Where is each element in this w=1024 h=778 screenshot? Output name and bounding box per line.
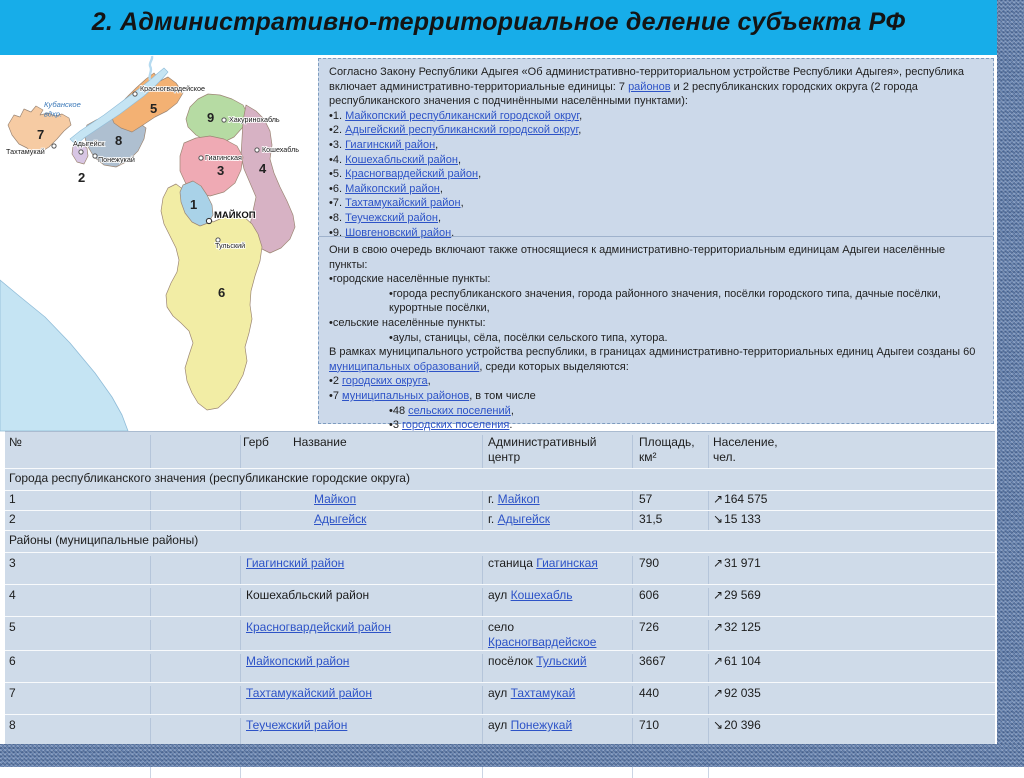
trend-down-icon: ↘: [713, 718, 724, 732]
trend-up-icon: ↗: [713, 492, 724, 506]
info-line: [329, 345, 981, 374]
text-span: Кошехабльский район: [246, 588, 370, 602]
info-line: [329, 211, 981, 226]
info-line: [329, 374, 981, 389]
capital-label: МАЙКОП: [214, 210, 256, 221]
region-number-9: 9: [207, 110, 215, 125]
title-band: [0, 0, 997, 55]
text-link[interactable]: Красногвардейский район: [246, 620, 392, 634]
text-link[interactable]: Майкопский район: [246, 654, 350, 668]
text-span: ,: [435, 138, 439, 151]
city-dot: [93, 154, 97, 158]
city-label: Гиагинская: [205, 153, 242, 162]
text-span: ,: [439, 182, 443, 195]
population-value: 31 971: [724, 556, 761, 570]
cell-population: [708, 620, 995, 650]
text-link[interactable]: Кошехабльский район: [345, 153, 458, 166]
header-area: Площадь, км²: [632, 435, 708, 468]
table-row: [5, 552, 995, 584]
text-span: •9.: [329, 226, 346, 239]
cell-population: [708, 588, 995, 616]
info-line: [329, 109, 981, 124]
trend-up-icon: ↗: [713, 654, 724, 668]
cell-admin-center: [482, 718, 632, 746]
text-span: •2.: [329, 124, 346, 137]
text-link[interactable]: Адыгейский республиканский городской округ: [345, 124, 579, 137]
text-span: и 2 республиканских городских округа (2 города республиканского значения с подчинёнными населёнными пунктами):: [329, 80, 918, 108]
cell-area: 440: [632, 686, 708, 714]
text-span: В рамках муниципального устройства республики, в границах административно-территориальных единиц Адыгеи созданы 60: [329, 346, 976, 359]
cell-area: 3667: [632, 654, 708, 682]
text-span: •6.: [329, 182, 346, 195]
text-span: •4.: [329, 153, 346, 166]
text-link[interactable]: Теучежский район: [345, 211, 439, 224]
info-block-settlements: [319, 237, 993, 432]
text-span: .: [509, 419, 513, 432]
info-panel: [318, 58, 994, 432]
info-line: [329, 389, 981, 404]
city-dot: [52, 144, 56, 148]
text-span: Они в свою очередь включают также относящиеся к административно-территориальным единицам Адыгеи населённые пункты:: [329, 244, 946, 271]
cell-population: [708, 686, 995, 714]
text-link[interactable]: городских округа: [342, 375, 428, 388]
cell-coat-of-arms: [150, 620, 240, 650]
text-span: •48: [389, 404, 409, 417]
city-dot: [255, 148, 259, 152]
text-span: •3: [389, 419, 403, 432]
city-label: Хакуринохабль: [229, 115, 280, 124]
info-line: [329, 65, 981, 109]
city-label: Адыгейск: [73, 139, 105, 148]
cell-num: 2: [9, 512, 16, 526]
region-number-1: 1: [190, 197, 198, 212]
sea-area: [0, 280, 128, 431]
text-link[interactable]: городских поселения: [402, 419, 510, 432]
trend-down-icon: ↘: [713, 512, 724, 526]
cell-population: [708, 654, 995, 682]
text-link[interactable]: Теучежский район: [246, 718, 348, 732]
cell-name: [240, 686, 482, 714]
city-label: Кошехабль: [262, 145, 300, 154]
text-span: , среди которых выделяются:: [479, 360, 629, 373]
cell-coat-of-arms: [150, 556, 240, 584]
cell-num: 3: [9, 556, 16, 570]
info-line: [329, 196, 981, 211]
cell-coat-of-arms: [150, 686, 240, 714]
header-admin-center: Административный центр: [482, 435, 632, 468]
cell-coat-of-arms: [150, 491, 240, 510]
population-value: 15 133: [724, 512, 761, 526]
cell-num: 5: [9, 620, 16, 634]
text-span: аул: [488, 686, 511, 700]
text-span: ,: [478, 168, 482, 181]
text-link[interactable]: муниципальных районов: [342, 389, 470, 402]
cell-population: [708, 511, 995, 530]
background-texture-bottom: [0, 744, 1024, 767]
cell-name: [240, 588, 482, 616]
text-span: Согласно Закону Республики Адыгея «Об административно-территориальном устройстве Республики Адыгея», республика включает административно-территориальные единицы: 7: [329, 66, 965, 93]
background-texture-right: [997, 0, 1024, 767]
text-link[interactable]: Майкопский район: [345, 182, 440, 195]
info-line: [329, 287, 981, 316]
cell-name: [240, 556, 482, 584]
text-span: •города республиканского значения, города районного значения, посёлки городского типа, дачные посёлки, курортные посёлки,: [389, 287, 941, 315]
city-dot: [79, 150, 83, 154]
info-block-law: [319, 59, 993, 237]
cell-name: [240, 654, 482, 682]
text-link[interactable]: Понежукай: [510, 718, 573, 732]
text-span: ,: [460, 197, 464, 210]
text-link[interactable]: Майкоп: [314, 492, 357, 506]
population-value: 29 569: [724, 588, 761, 602]
header-coat-of-arms: Герб: [150, 435, 240, 468]
header-population: Население, чел.: [708, 435, 798, 468]
table-body: [5, 468, 995, 778]
text-span: •1.: [329, 109, 346, 122]
map-panel: [0, 55, 318, 431]
text-span: аул: [488, 718, 511, 732]
cell-admin-center: [482, 686, 632, 714]
text-span: село: [488, 620, 515, 634]
text-span: •2: [329, 375, 343, 388]
text-span: ,: [438, 211, 442, 224]
text-span: г.: [488, 512, 498, 526]
cell-admin-center: [482, 511, 632, 530]
cell-num: 1: [9, 492, 16, 506]
cell-admin-center: [482, 556, 632, 584]
cell-coat-of-arms: [150, 588, 240, 616]
table-row: [5, 616, 995, 650]
cell-admin-center: [482, 620, 632, 650]
cell-area: 57: [632, 491, 708, 510]
text-link[interactable]: Красногвардейское: [488, 635, 597, 649]
text-link[interactable]: Красногвардейский район: [345, 168, 479, 181]
cell-num: 6: [9, 654, 16, 668]
text-span: •3.: [329, 138, 346, 151]
table-row: [5, 650, 995, 682]
cell-num: 8: [9, 718, 16, 732]
text-span: •городские населённые пункты:: [329, 273, 491, 286]
cell-name: [240, 491, 482, 510]
info-line: [329, 404, 981, 419]
text-span: •7: [329, 389, 343, 402]
cell-admin-center: [482, 588, 632, 616]
region-number-4: 4: [259, 161, 267, 176]
info-line: [329, 153, 981, 168]
text-span: .: [451, 226, 455, 239]
cell-num: 4: [9, 588, 16, 602]
text-link[interactable]: Кошехабль: [510, 588, 573, 602]
text-link[interactable]: Майкоп: [497, 492, 540, 506]
text-span: ,: [427, 375, 431, 388]
text-link[interactable]: районов: [628, 80, 671, 93]
population-value: 32 125: [724, 620, 761, 634]
info-line: [329, 138, 981, 153]
text-link[interactable]: Адыгейск: [497, 512, 550, 526]
text-link[interactable]: Тахтамукайский район: [345, 197, 461, 210]
population-value: 164 575: [724, 492, 768, 506]
cell-admin-center: [482, 491, 632, 510]
cell-name: [240, 511, 482, 530]
cell-name: [240, 718, 482, 746]
trend-up-icon: ↗: [713, 588, 724, 602]
cell-coat-of-arms: [150, 718, 240, 746]
region-number-2: 2: [78, 170, 86, 185]
cell-area: 790: [632, 556, 708, 584]
text-span: станица: [488, 556, 537, 570]
region-number-7: 7: [37, 127, 45, 142]
text-span: г.: [488, 492, 498, 506]
info-line: [329, 182, 981, 197]
text-link[interactable]: Тахтамукай: [510, 686, 576, 700]
table-row: [5, 584, 995, 616]
table-row: [5, 510, 995, 530]
table-row: [5, 490, 995, 510]
table-section-row: Города республиканского значения (республиканские городские округа): [5, 468, 995, 490]
capital-dot: [206, 218, 211, 223]
city-dot: [222, 118, 226, 122]
cell-area: 606: [632, 588, 708, 616]
city-dot: [133, 92, 137, 96]
population-value: 20 396: [724, 718, 761, 732]
text-span: аул: [488, 588, 511, 602]
text-span: посёлок: [488, 654, 537, 668]
cell-area: 31,5: [632, 511, 708, 530]
info-line: [329, 123, 981, 138]
text-link[interactable]: Гиагинская: [536, 556, 598, 570]
info-line: [329, 243, 981, 272]
trend-up-icon: ↗: [713, 686, 724, 700]
cell-coat-of-arms: [150, 511, 240, 530]
text-span: , в том числе: [469, 389, 536, 402]
population-value: 61 104: [724, 654, 761, 668]
header-name: Название: [240, 435, 482, 468]
city-dot: [199, 156, 203, 160]
text-span: ,: [458, 153, 462, 166]
cell-num: 7: [9, 686, 16, 700]
text-span: ,: [578, 124, 582, 137]
info-line: [329, 167, 981, 182]
text-link[interactable]: Гиагинский район: [345, 138, 436, 151]
text-span: •аулы, станицы, сёла, посёлки сельского типа, хутора.: [389, 331, 668, 344]
text-link[interactable]: муниципальных образований: [329, 360, 480, 373]
cell-population: [708, 718, 995, 746]
region-number-8: 8: [115, 133, 123, 148]
region-number-5: 5: [150, 101, 158, 116]
city-label: Понежукай: [98, 155, 135, 164]
cell-area: 726: [632, 620, 708, 650]
cell-population: [708, 556, 995, 584]
adygea-map: [0, 55, 318, 431]
text-link[interactable]: Адыгейск: [314, 512, 367, 526]
header-num: №: [9, 435, 22, 449]
cell-population: [708, 491, 995, 510]
table-header-row: [5, 432, 995, 468]
trend-up-icon: ↗: [713, 556, 724, 570]
info-line: [329, 316, 981, 331]
info-line: [329, 272, 981, 287]
text-span: •7.: [329, 197, 346, 210]
region-number-3: 3: [217, 163, 225, 178]
text-span: ,: [510, 404, 514, 417]
water-label: Кубанское: [44, 100, 81, 109]
text-span: ,: [579, 109, 583, 122]
text-link[interactable]: Тахтамукайский район: [246, 686, 372, 700]
city-label: Тульский: [215, 241, 246, 250]
table-row: [5, 714, 995, 746]
table-section-row: Районы (муниципальные районы): [5, 530, 995, 552]
text-link[interactable]: Майкопский республиканский городской округ: [345, 109, 580, 122]
cell-area: 710: [632, 718, 708, 746]
city-label: Тахтамукай: [6, 147, 45, 156]
text-link[interactable]: Гиагинский район: [246, 556, 345, 570]
water-label: вдхр.: [44, 109, 63, 119]
trend-up-icon: ↗: [713, 620, 724, 634]
text-span: •8.: [329, 211, 346, 224]
city-label: Красногвардейское: [140, 84, 205, 93]
cell-admin-center: [482, 654, 632, 682]
text-link[interactable]: Тульский: [536, 654, 587, 668]
text-link[interactable]: Шовгеновский район: [345, 226, 452, 239]
cell-name: [240, 620, 482, 650]
admin-division-table: [5, 431, 995, 744]
page-title: 2. Административно-территориальное деление субъекта РФ: [91, 8, 906, 36]
info-line: [329, 331, 981, 346]
text-link[interactable]: сельских поселений: [408, 404, 511, 417]
population-value: 92 035: [724, 686, 761, 700]
text-span: •5.: [329, 168, 346, 181]
text-span: •сельские населённые пункты:: [329, 316, 486, 329]
region-number-6: 6: [218, 285, 226, 300]
cell-coat-of-arms: [150, 654, 240, 682]
table-row: [5, 682, 995, 714]
